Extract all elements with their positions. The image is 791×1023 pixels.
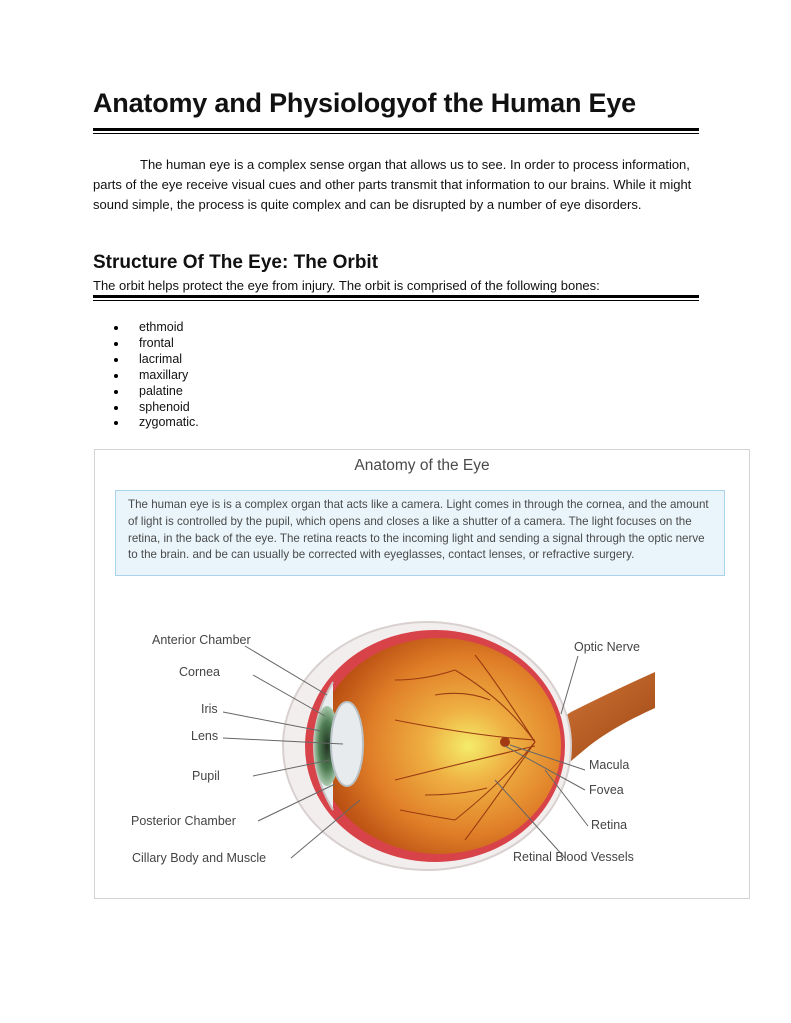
bullet-icon [114,374,118,378]
bones-list [114,320,199,431]
label-retina: Retina [591,818,628,832]
section-text: The orbit helps protect the eye from injury. The orbit is comprised of the following bones: [93,278,600,293]
eye-anatomy-figure [94,449,750,899]
section-rule-thin [93,300,699,301]
label-cornea: Cornea [179,665,220,679]
label-fovea: Fovea [589,783,624,797]
label-macula: Macula [589,758,630,772]
label-ciliary-body: Cillary Body and Muscle [132,851,267,865]
section-heading: Structure Of The Eye: The Orbit [93,252,379,273]
list-item: ethmoid [114,320,199,336]
list-item: palatine [114,384,199,400]
label-lens: Lens [191,729,219,743]
bullet-icon [114,390,118,394]
label-pupil: Pupil [192,769,220,783]
list-item: frontal [114,336,199,352]
label-retinal-vessels: Retinal Blood Vessels [513,850,634,864]
title-rule-thin [93,133,699,134]
list-item: sphenoid [114,400,199,416]
intro-paragraph: The human eye is a complex sense organ that allows us to see. In order to process information, parts of the eye receive visual cues and other parts transmit that information to our brains. While it might sound simple, the process is quite complex and can be disrupted by a number of eye disorders. [93,157,692,212]
bullet-icon [114,358,118,362]
section-rule [93,295,699,298]
label-iris: Iris [201,702,218,716]
label-optic-nerve: Optic Nerve [574,640,640,654]
bullet-icon [114,342,118,346]
label-posterior-chamber: Posterior Chamber [131,814,236,828]
label-anterior-chamber: Anterior Chamber [152,633,251,647]
title-rule [93,128,699,131]
list-item: zygomatic. [114,415,199,431]
bullet-icon [114,326,118,330]
bullet-icon [114,421,118,425]
list-item: maxillary [114,368,199,384]
figure-title: Anatomy of the Eye [354,457,490,474]
bullet-icon [114,406,118,410]
list-item: lacrimal [114,352,199,368]
macula-shape [500,737,510,747]
document-title: Anatomy and Physiologyof the Human Eye [93,88,636,118]
figure-description: The human eye is is a complex organ that acts like a camera. Light comes in through the cornea, and the amount of light is controlled by the pupil, which opens and closes a like a shutter of a camera. The light focuses on the retina, in the back of the eye. The retina reacts to the incoming light and sending a signal through the optic nerve to the brain. and be can usually be corrected with eyeglasses, contact lenses, or refractive surgery. [115,490,725,576]
